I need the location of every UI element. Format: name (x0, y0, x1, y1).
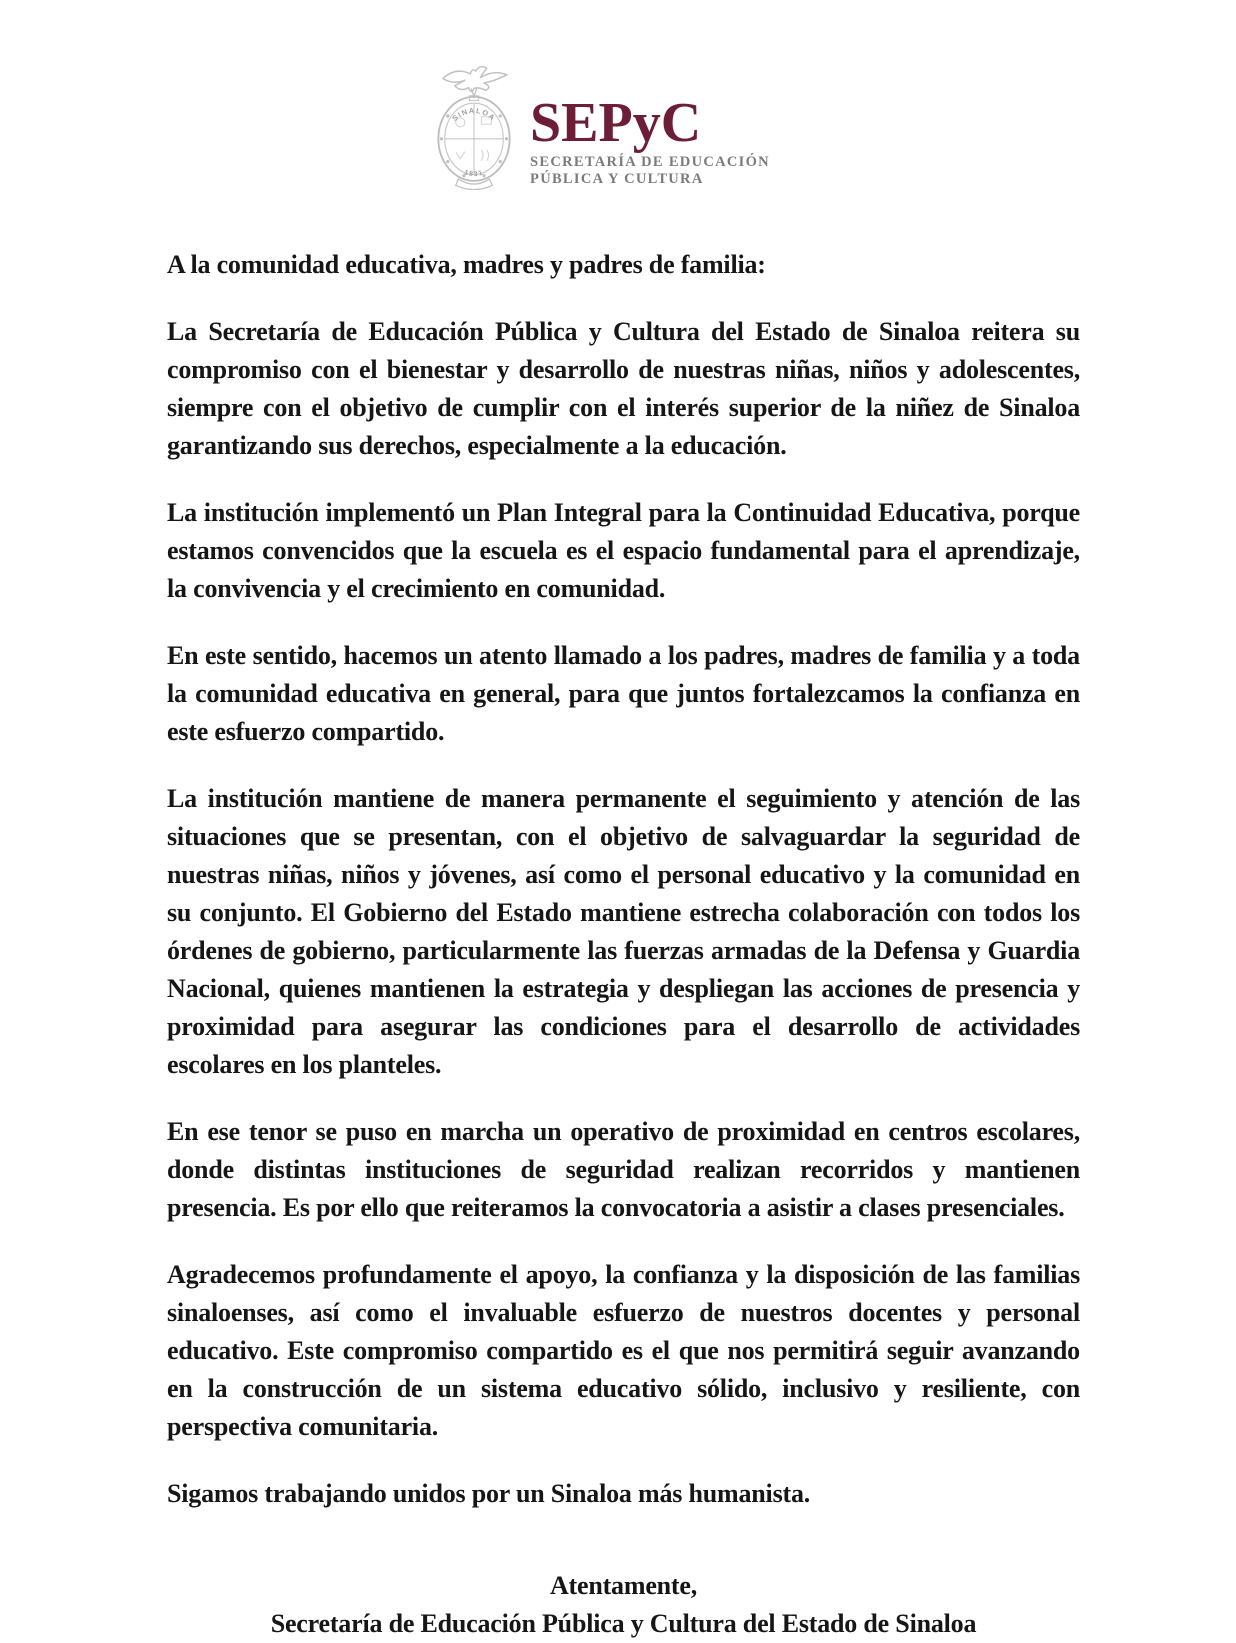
paragraph-4: La institución mantiene de manera permanente el seguimiento y atención de las situaciones que se presentan, con el objetivo de salvaguardar la seguridad de nuestras niñas, niños y jóvenes, así como el personal educativo y la comunidad en su conjunto. El Gobierno del Estado mantiene estrecha colaboración con todos los órdenes de gobierno, particularmente las fuerzas armadas de la Defensa y Guardia Nacional, quienes mantienen la estrategia y despliegan las acciones de presencia y proximidad para asegurar las condiciones para el desarrollo de actividades escolares en los planteles. (167, 784, 1087, 1079)
paragraph-2: La institución implementó un Plan Integral para la Continuidad Educativa, porque estamos convencidos que la escuela es el espacio fundamental para el aprendizaje, la convivencia y el crecimiento en comunidad. (167, 498, 1087, 603)
logo-subtitle (530, 154, 770, 188)
closing-block (167, 1567, 1080, 1643)
crest-bottom-label: 1831 (463, 169, 485, 179)
paragraph-3: En este sentido, hacemos un atento llamado a los padres, madres de familia y a toda la comunidad educativa en general, para que juntos fortalezcamos la confianza en este esfuerzo compartido. (167, 641, 1087, 746)
logo-acronym: SEPyC (530, 92, 702, 154)
paragraph-1: La Secretaría de Educación Pública y Cultura del Estado de Sinaloa reitera su compromiso con el bienestar y desarrollo de nuestras niñas, niños y adolescentes, siempre con el objetivo de cumplir con el interés superior de la niñez de Sinaloa garantizando sus derechos, especialmente a la educación. (167, 317, 1099, 460)
paragraph-6: Agradecemos profundamente el apoyo, la confianza y la disposición de las familias sinaloenses, así como el invaluable esfuerzo de nuestros docentes y personal educativo. Este compromiso compartido es el que nos permitirá seguir avanzando en la construcción de un sistema educativo sólido, inclusivo y resiliente, con perspectiva comunitaria. (167, 1260, 1087, 1441)
paragraph-5: En ese tenor se puso en marcha un operativo de proximidad en centros escolares, donde distintas instituciones de seguridad realizan recorridos y mantienen presencia. Es por ello que reiteramos la convocatoria a asistir a clases presenciales. (167, 1117, 1087, 1222)
sinaloa-crest-icon (428, 62, 520, 190)
sepyc-logo (0, 62, 1198, 190)
eagle-shape (443, 67, 507, 92)
letter-body (0, 246, 1236, 1643)
closing-signature: Secretaría de Educación Pública y Cultura del Estado de Sinaloa (270, 1609, 977, 1638)
logo-subtitle-line1: SECRETARÍA DE EDUCACIÓN (530, 154, 770, 170)
logo-text-block (530, 92, 770, 190)
paragraph-7: Sigamos trabajando unidos por un Sinaloa más humanista. (167, 1479, 811, 1508)
crest-top-label: SINALOA (450, 105, 498, 123)
closing-atentamente: Atentamente, (549, 1571, 698, 1600)
salutation: A la comunidad educativa, madres y padres de familia: (167, 250, 766, 279)
logo-subtitle-line2: PÚBLICA Y CULTURA (530, 171, 704, 187)
